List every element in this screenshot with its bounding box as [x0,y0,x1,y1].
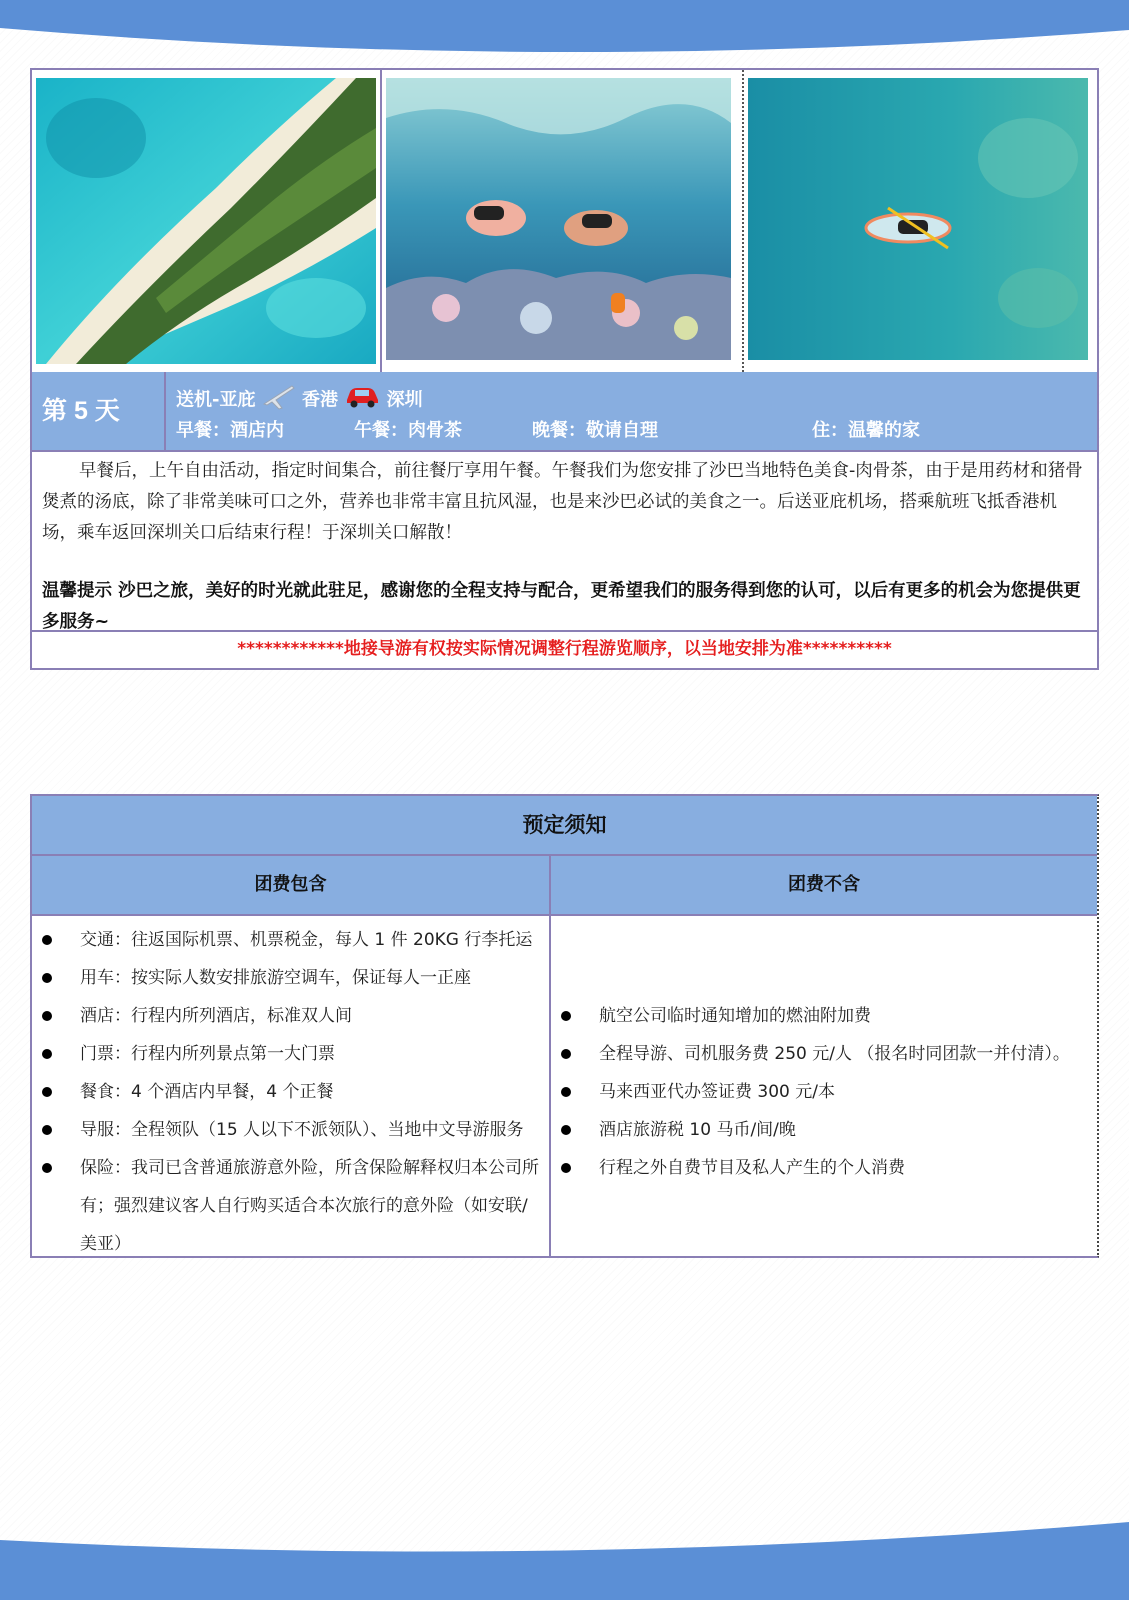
booking-notes-table [30,794,1099,1258]
list-item: 用车：按实际人数安排旅游空调车，保证每人一正座 [32,959,549,997]
bullet-icon [42,973,52,983]
day-description: 早餐后，上午自由活动，指定时间集合，前往餐厅享用午餐。午餐我们为您安排了沙巴当地特色美食-肉骨茶，由于是用药材和猪骨煲煮的汤底，除了非常美味可口之外，营养也非常丰富且抗风湿，也是来沙巴必试的美食之一。后送亚庇机场，搭乘航班飞抵香港机场，乘车返回深圳关口后结束行程！于深圳关口解散！ [42,461,1083,543]
route-to: 深圳 [386,389,423,411]
list-item: 导服：全程领队（15 人以下不派领队）、当地中文导游服务 [32,1111,549,1149]
airplane-icon [262,382,296,415]
meal-breakfast: 早餐：酒店内 [176,420,284,441]
list-item: 保险：我司已含普通旅游意外险，所含保险解释权归本公司所有；强烈建议客人自行购买适合本次旅行的意外险（如安联/美亚） [32,1149,549,1263]
excluded-list [551,997,1097,1187]
meal-lunch: 午餐：肉骨茶 [354,420,462,441]
booking-title: 预定须知 [32,796,1097,856]
included-header: 团费包含 [32,856,551,916]
photo-cell-island [32,70,382,372]
bullet-icon [42,1125,52,1135]
bullet-icon [561,1163,571,1173]
bullet-icon [561,1011,571,1021]
accommodation: 住：温馨的家 [812,420,920,441]
list-item: 餐食：4 个酒店内早餐，4 个正餐 [32,1073,549,1111]
list-item: 全程导游、司机服务费 250 元/人 （报名时同团款一并付清）。 [551,1035,1097,1073]
kayak-aerial-photo [748,78,1088,360]
day-content [32,450,1097,632]
list-item: 马来西亚代办签证费 300 元/本 [551,1073,1097,1111]
bullet-icon [42,1163,52,1173]
route-from: 送机-亚庇 [176,389,256,411]
excluded-header: 团费不含 [551,856,1097,916]
bullet-icon [561,1087,571,1097]
photo-row [32,70,1097,374]
day-label: 第 5 天 [32,372,166,450]
list-item: 行程之外自费节目及私人产生的个人消费 [551,1149,1097,1187]
photo-cell-snorkel [382,70,744,372]
guide-notice: ************地接导游有权按实际情况调整行程游览顺序，以当地安排为准********** [237,639,892,659]
list-item: 交通：往返国际机票、机票税金，每人 1 件 20KG 行李托运 [32,921,549,959]
list-item: 酒店旅游税 10 马币/间/晚 [551,1111,1097,1149]
meal-dinner: 晚餐：敬请自理 [532,420,658,441]
bullet-icon [561,1049,571,1059]
included-column [32,916,551,1256]
bullet-icon [42,1049,52,1059]
bullet-icon [561,1125,571,1135]
day-itinerary-table [30,68,1099,670]
warm-tip: 温馨提示 沙巴之旅，美好的时光就此驻足，感谢您的全程支持与配合，更希望我们的服务得到您的认可，以后有更多的机会为您提供更多服务~ [42,581,1081,632]
list-item: 酒店：行程内所列酒店，标准双人间 [32,997,549,1035]
included-list [32,921,549,1263]
bullet-icon [42,935,52,945]
bullet-icon [42,1087,52,1097]
excluded-column [551,916,1097,1256]
bottom-wave-banner [0,1520,1129,1600]
snorkeling-photo [386,78,731,360]
island-aerial-photo [36,78,376,364]
route-via: 香港 [302,389,339,411]
car-icon [344,384,380,413]
route-line [176,382,423,415]
photo-cell-kayak [744,70,1097,372]
list-item: 航空公司临时通知增加的燃油附加费 [551,997,1097,1035]
top-wave-banner [0,0,1129,60]
day-header-row [32,372,1097,452]
bullet-icon [42,1011,52,1021]
list-item: 门票：行程内所列景点第一大门票 [32,1035,549,1073]
